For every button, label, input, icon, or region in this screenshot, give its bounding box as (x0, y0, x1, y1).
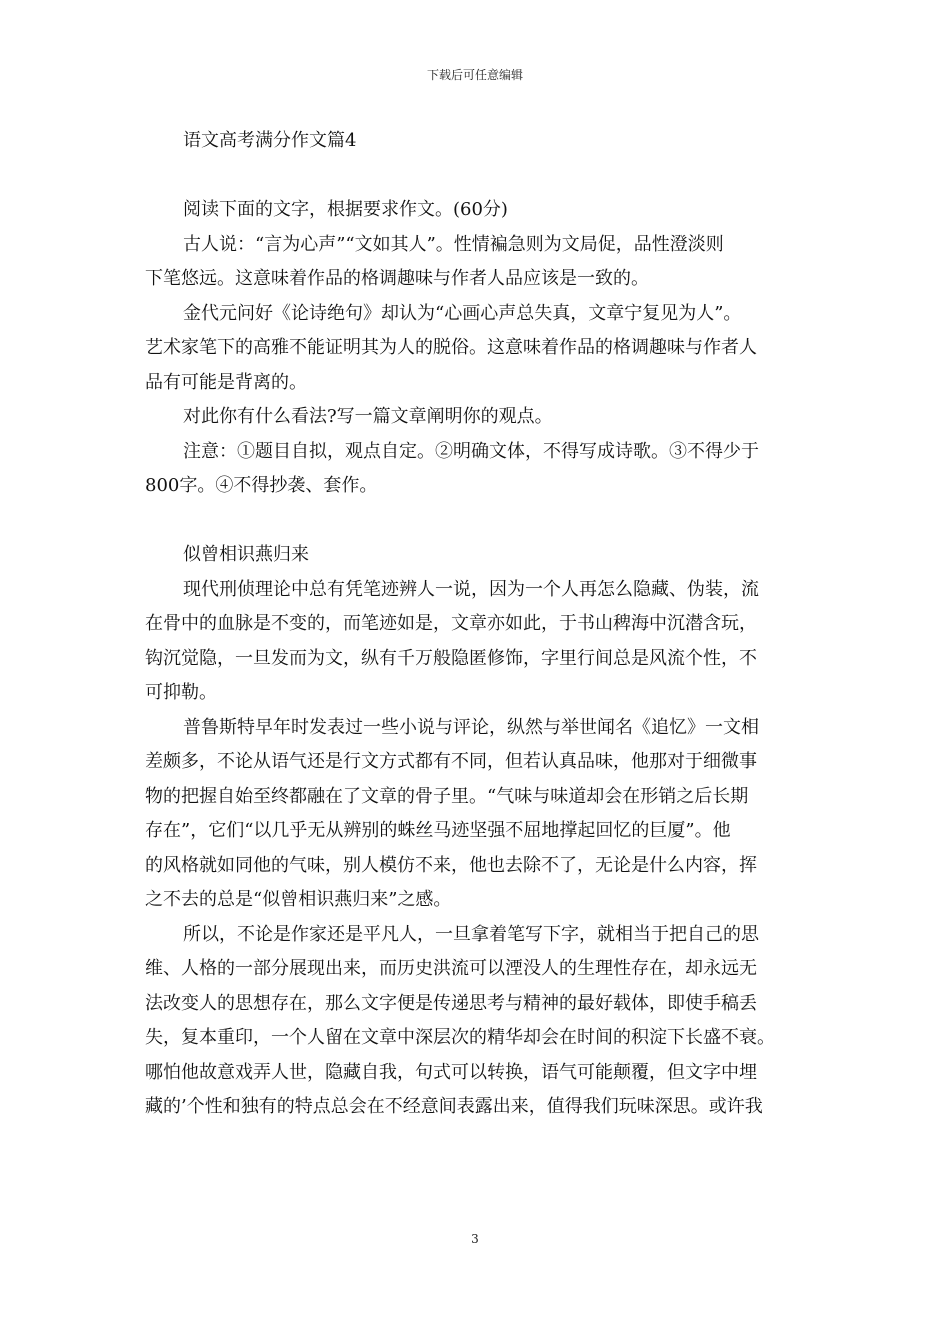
text-line: 哪怕他故意戏弄人世，隐藏自我，句式可以转换，语气可能颠覆，但文字中埋 (145, 1061, 757, 1083)
document-body (145, 124, 813, 1125)
text-line: 失，复本重印，一个人留在文章中深层次的精华却会在时间的积淀下长盛不衰。 (145, 1027, 775, 1048)
text-line: 差颇多，不论从语气还是行文方式都有不同，但若认真品味，他那对于细微事 (145, 751, 757, 772)
text-line: 的风格就如同他的气味，别人模仿不来，他也去除不了，无论是什么内容，挥 (145, 854, 757, 876)
text-line: 现代刑侦理论中总有凭笔迹辨人一说，因为一个人再怎么隐藏、伪装，流 (183, 578, 759, 600)
text-line: 对此你有什么看法?写一篇文章阐明你的观点。 (183, 406, 553, 427)
text-line: 存在”，它们“以几乎无从辨别的蛛丝马迹坚强不屈地撑起回忆的巨厦”。他 (145, 820, 731, 841)
text-line: 之不去的总是“似曾相识燕归来”之感。 (145, 889, 452, 910)
text-line: 维、人格的一部分展现出来，而历史洪流可以湮没人的生理性存在，却永远无 (145, 958, 757, 979)
text-line: 似曾相识燕归来 (183, 544, 309, 565)
text-line: 品有可能是背离的。 (145, 371, 307, 393)
text-line: 普鲁斯特早年时发表过一些小说与评论，纵然与举世闻名《追忆》一文相 (183, 716, 759, 738)
text-line: 艺术家笔下的高雅不能证明其为人的脱俗。这意味着作品的格调趣味与作者人 (145, 337, 757, 358)
text-line: 物的把握自始至终都融在了文章的骨子里。“气味与味道却会在形销之后长期 (145, 785, 749, 807)
text-line: 古人说：“言为心声”“文如其人”。性情褊急则为文局促，品性澄淡则 (183, 233, 724, 255)
text-line: 语文高考满分作文篇4 (183, 130, 357, 151)
page-number: 3 (471, 1232, 479, 1246)
text-line: 金代元问好《论诗绝句》却认为“心画心声总失真，文章宁复见为人”。 (183, 302, 742, 324)
text-line: 阅读下面的文字，根据要求作文。(60分) (183, 199, 508, 220)
text-line: 注意：①题目自拟，观点自定。②明确文体，不得写成诗歌。③不得少于 (183, 440, 759, 462)
text-line: 可抑勒。 (145, 682, 217, 703)
text-line: 800字。④不得抄袭、套作。 (145, 475, 378, 496)
text-line: 所以，不论是作家还是平凡人，一旦拿着笔写下字，就相当于把自己的思 (183, 923, 759, 945)
text-line: 钩沉觉隐，一旦发而为文，纵有千万般隐匿修饰，字里行间总是风流个性，不 (145, 647, 757, 669)
text-line: 法改变人的思想存在，那么文字便是传递思考与精神的最好载体，即使手稿丢 (145, 992, 757, 1014)
paragraph-gap (145, 504, 813, 539)
text-line: 藏的’个性和独有的特点总会在不经意间表露出来，值得我们玩味深思。或许我 (145, 1096, 763, 1117)
paragraph-gap (145, 159, 813, 194)
text-line: 下笔悠远。这意味着作品的格调趣味与作者人品应该是一致的。 (145, 268, 649, 289)
text-line: 在骨中的血脉是不变的，而笔迹如是，文章亦如此，于书山稗海中沉潜含玩， (145, 613, 757, 634)
page-header: 下载后可任意编辑 (426, 68, 523, 82)
